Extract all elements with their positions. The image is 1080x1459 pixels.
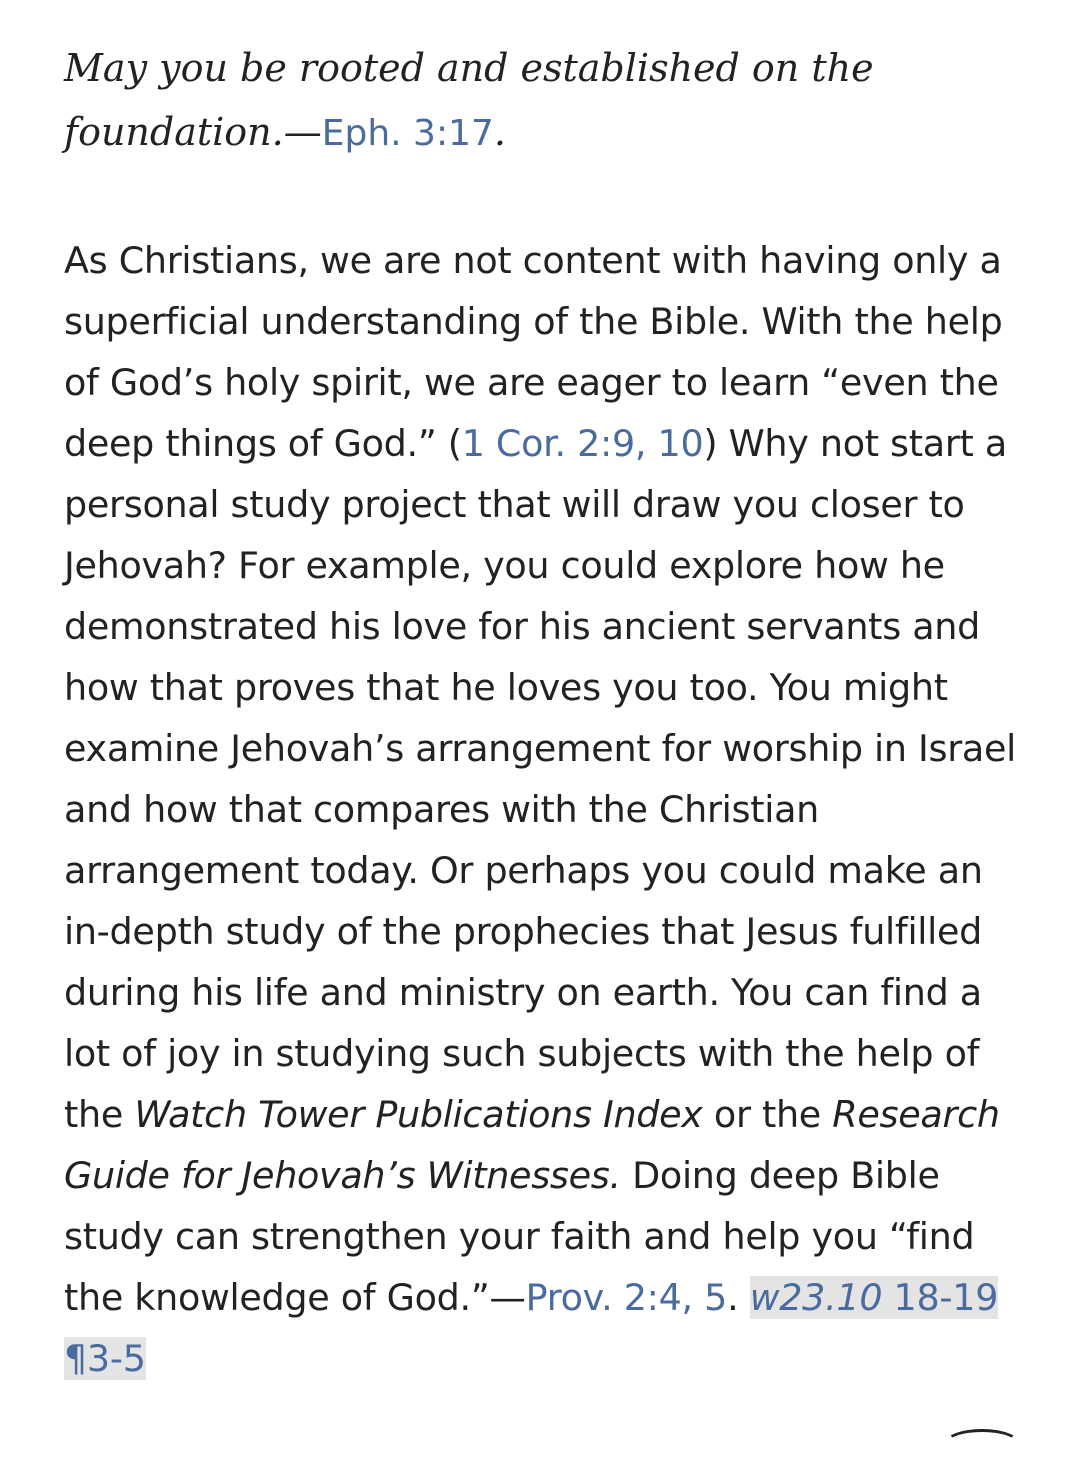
source-reference-publication: w23.10 bbox=[749, 1276, 883, 1319]
publication-title-research-guide: Research Guide for Jehovah’s Witnesses. bbox=[64, 1093, 1000, 1197]
body-text-5: . bbox=[727, 1276, 750, 1319]
body-text-2: ) Why not start a personal study project that will draw you closer to Jehovah? For example, you could explore how he demonstrated his love for his ancient servants and how that proves that he loves you too. You might examine Jehovah’s arrangement for worship in Israel and how that compares with the Christian arrangement today. Or perhaps you could make an in-depth study of the prophecies that Jesus fulfilled during his life and ministry on earth. You can find a lot of joy in studying such subjects with the help of the bbox=[64, 422, 1016, 1136]
theme-text: May you be rooted and established on the foundation. bbox=[64, 46, 874, 154]
theme-scripture bbox=[64, 36, 1024, 166]
scripture-link-1-cor[interactable]: 1 Cor. 2:9, 10 bbox=[461, 422, 704, 465]
body-text-3: or the bbox=[702, 1093, 833, 1136]
scroll-indicator-icon bbox=[944, 1429, 1020, 1459]
source-reference-pages: 18-19 ¶3-5 bbox=[64, 1276, 999, 1380]
publication-title-index: Watch Tower Publications Index bbox=[134, 1093, 703, 1136]
daily-text bbox=[64, 36, 1024, 1389]
scripture-link-prov[interactable]: Prov. 2:4, 5 bbox=[525, 1276, 728, 1319]
theme-end: . bbox=[493, 110, 506, 154]
theme-scripture-link[interactable]: Eph. 3:17 bbox=[321, 113, 494, 154]
theme-dash: — bbox=[283, 110, 322, 154]
comment-paragraph bbox=[64, 230, 1024, 1389]
body-text-1: As Christians, we are not content with having only a superficial understanding of the Bible. With the help of God’s holy spirit, we are eager to learn “even the deep things of God.” ( bbox=[64, 239, 1003, 465]
body-text-4: Doing deep Bible study can strengthen your faith and help you “find the knowledge of God.”— bbox=[64, 1154, 975, 1319]
